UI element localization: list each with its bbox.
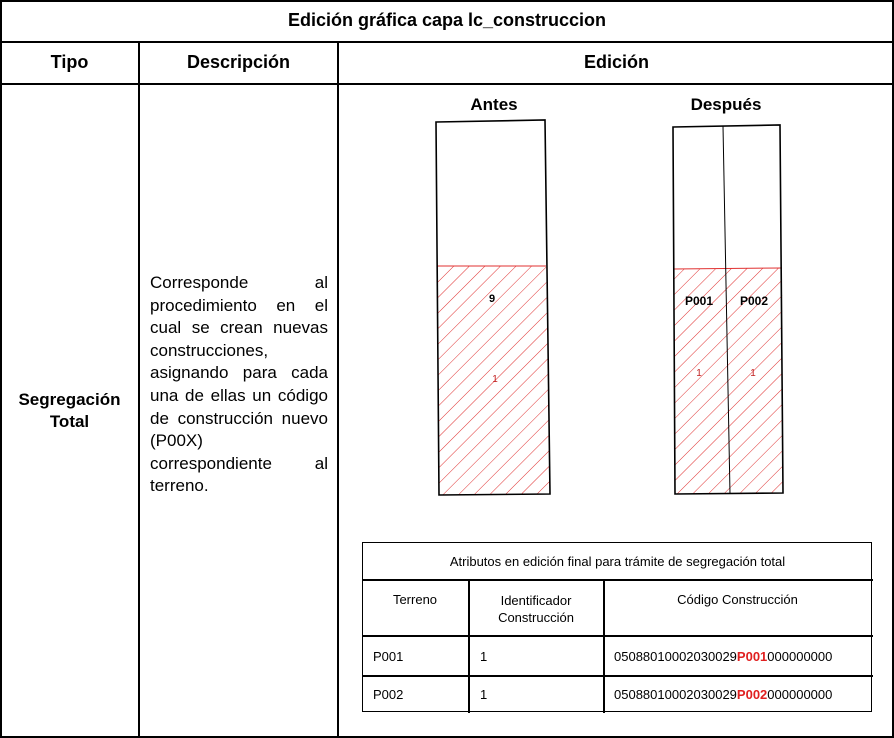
despues-right-id: P002 — [739, 294, 769, 308]
attributes-table — [362, 542, 873, 713]
row2-identificador: 1 — [480, 687, 488, 702]
row1-terreno: P001 — [373, 649, 404, 664]
row2-codigo-prefix: 05088010002030029 — [614, 687, 737, 702]
row2-codigo-suffix: 000000000 — [767, 687, 833, 702]
row1-codigo-highlight: P001 — [736, 649, 768, 664]
col-header-identificador-line2: Construcción — [498, 610, 574, 625]
row1-codigo — [614, 649, 832, 664]
attributes-caption: Atributos en edición final para trámite de segregación total — [449, 554, 786, 569]
header-tipo: Tipo — [50, 52, 89, 72]
row1-codigo-prefix: 05088010002030029 — [614, 649, 737, 664]
row2-terreno: P002 — [373, 687, 404, 702]
tipo-cell — [0, 84, 139, 738]
attr-row-divider-1 — [362, 579, 873, 581]
row1-identificador: 1 — [480, 649, 488, 664]
despues-parcel — [673, 125, 783, 494]
row2-codigo — [614, 687, 832, 702]
col-header-identificador — [469, 592, 603, 626]
col-header-identificador-line1: Identificador — [500, 593, 572, 608]
antes-label: Antes — [470, 95, 518, 114]
antes-parcel — [436, 120, 550, 495]
despues-right-building: 1 — [750, 368, 756, 379]
despues-left-building: 1 — [696, 368, 702, 379]
header-edicion: Edición — [583, 52, 649, 72]
descripcion-text: Corresponde al procedimiento en el cual se crean nuevas construcciones, asignando para cada una de ellas un código de construcción nuevo (P00X) correspondiente al terreno. — [150, 273, 328, 496]
antes-building-id: 1 — [492, 374, 498, 385]
attr-row-divider-3 — [362, 675, 873, 677]
header-descripcion: Descripción — [186, 52, 291, 72]
despues-left-id: P001 — [684, 294, 714, 308]
tipo-line1: Segregación — [18, 390, 121, 409]
row1-codigo-suffix: 000000000 — [767, 649, 833, 664]
divider-col2 — [337, 41, 339, 738]
edition-diagram — [340, 84, 892, 534]
attr-row-divider-2 — [362, 635, 873, 637]
table-title: Edición gráfica capa lc_construccion — [287, 10, 607, 30]
row2-codigo-highlight: P002 — [736, 687, 768, 702]
tipo-line2: Total — [49, 412, 90, 431]
col-header-codigo: Código Construcción — [677, 592, 798, 607]
antes-parcel-id: 9 — [488, 293, 496, 305]
despues-label: Después — [690, 95, 762, 114]
col-header-terreno: Terreno — [392, 592, 438, 607]
